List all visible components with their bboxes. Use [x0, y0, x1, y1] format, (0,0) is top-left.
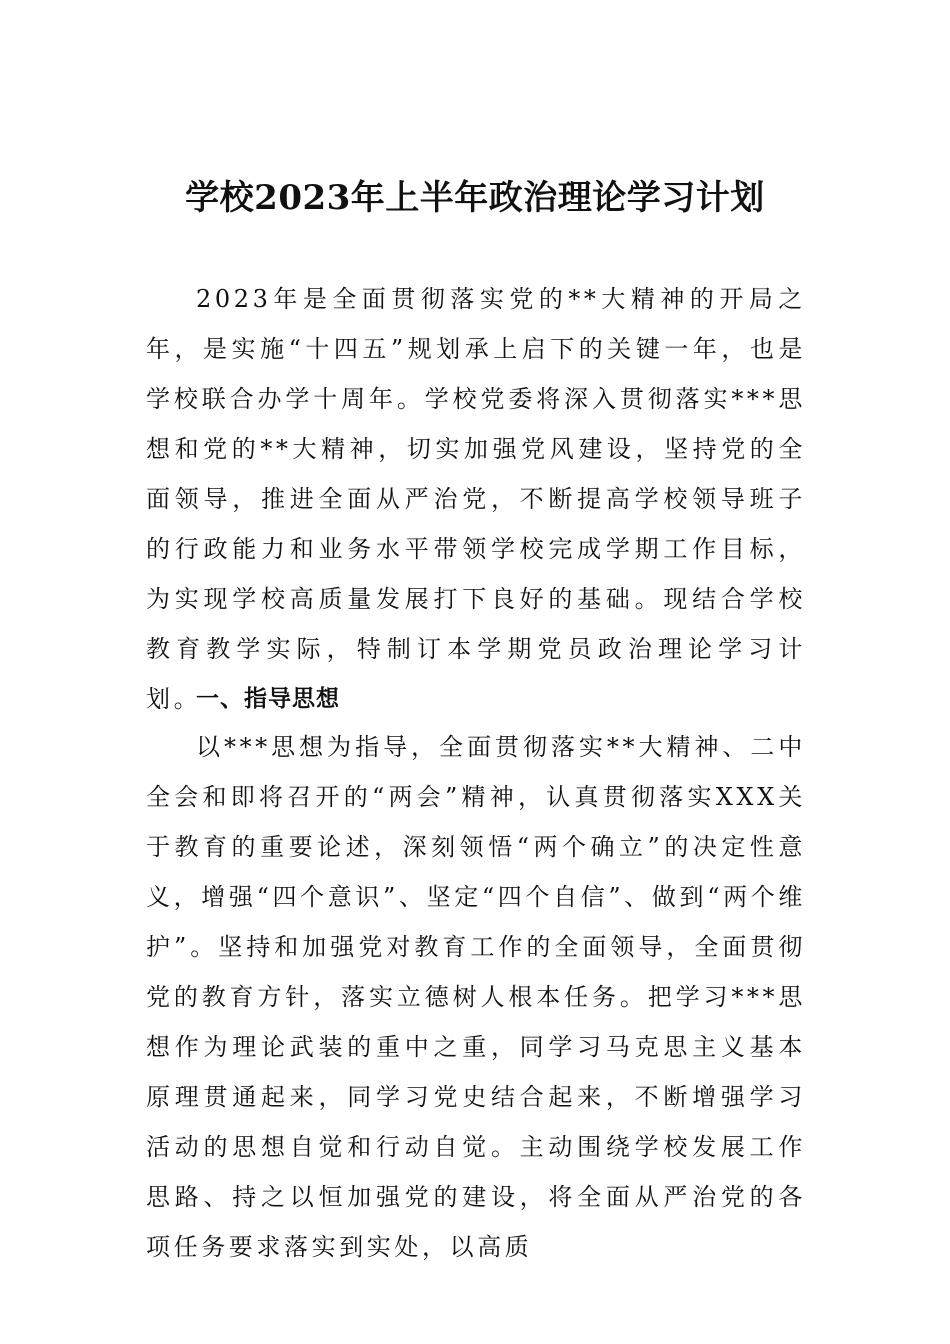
section-heading-guiding-ideology: 一、指导思想 — [196, 686, 340, 712]
document-title: 学校2023年上半年政治理论学习计划 — [185, 178, 765, 218]
section-paragraph-guiding-ideology: 以***思想为指导，全面贯彻落实**大精神、二中全会和即将召开的“两会”精神，认真贯彻落实XXX关于教育的重要论述，深刻领悟“两个确立”的决定性意义，增强“四个意识”、坚定“四个自信”、做到“两个维护”。坚持和加强党对教育工作的全面领导，全面贯彻党的教育方针，落实立德树人根本任务。把学习***思想作为理论武装的重中之重，同学习马克思主义基本原理贯通起来，同学习党史结合起来，不断增强学习活动的思想自觉和行动自觉。主动围绕学校发展工作思路、持之以恒加强党的建设，将全面从严治党的各项任务要求落实到实处，以高质 — [146, 733, 806, 1261]
intro-paragraph: 2023年是全面贯彻落实党的**大精神的开局之年，是实施“十四五”规划承上启下的关键一年，也是学校联合办学十周年。学校党委将深入贯彻落实***思想和党的**大精神，切实加强党风建设，坚持党的全面领导，推进全面从严治党，不断提高学校领导班子的行政能力和业务水平带领学校完成学期工作目标，为实现学校高质量发展打下良好的基础。现结合学校教育教学实际，特制订本学期党员政治理论学习计划。 — [146, 285, 806, 713]
